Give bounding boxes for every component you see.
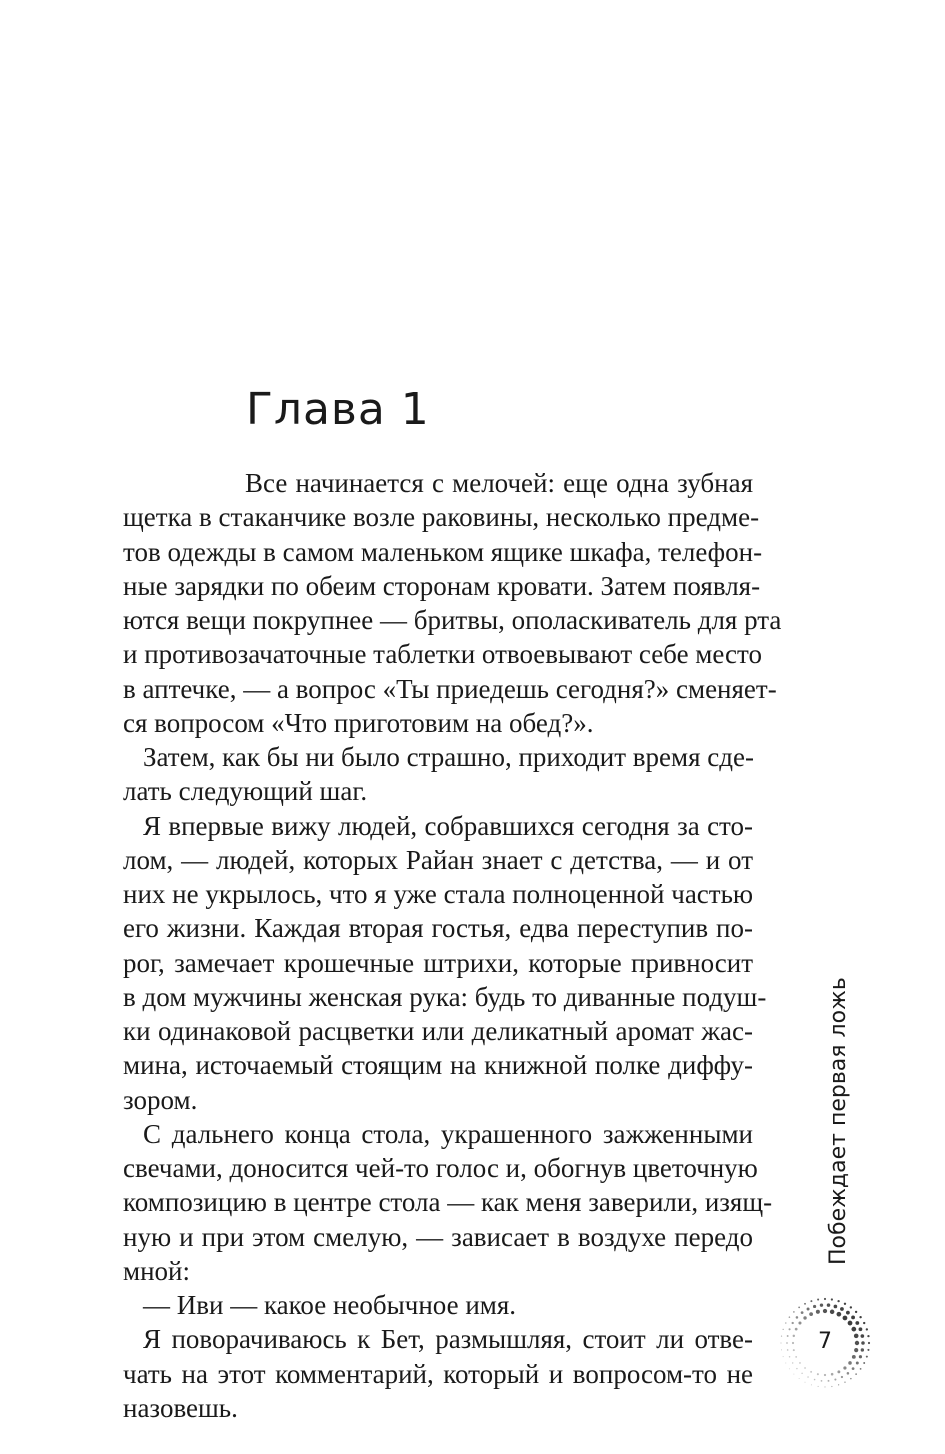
ornament-dot: [831, 1298, 833, 1300]
folio: [776, 1294, 874, 1392]
ornament-dot: [830, 1310, 835, 1315]
ornament-dot: [859, 1316, 861, 1318]
ornament-dot: [810, 1371, 812, 1373]
ornament-dot: [813, 1305, 816, 1308]
ornament-dot: [848, 1361, 852, 1365]
ornament-dot: [844, 1303, 846, 1305]
ornament-dot: [823, 1309, 827, 1313]
text-line: чать на этот комментарий, который и вопросом-то не: [123, 1358, 753, 1389]
text-line: мной:: [123, 1255, 190, 1286]
text-line: них не укрылось, что я уже стала полноценной частью: [123, 879, 754, 909]
ornament-dot: [817, 1299, 819, 1301]
ornament-dot: [855, 1321, 859, 1325]
ornament-dot: [792, 1322, 794, 1324]
text-line: и противозачаточные таблетки отвоевывают себе место: [123, 639, 762, 670]
chapter-title: Глава 1: [246, 384, 430, 435]
ornament-dot: [810, 1300, 812, 1302]
ornament-dot: [804, 1367, 806, 1369]
ornament-dot: [818, 1386, 819, 1387]
ornament-dot: [820, 1303, 823, 1306]
ornament-dot: [796, 1368, 797, 1369]
ornament-dot: [846, 1311, 850, 1315]
ornament-dot: [807, 1376, 809, 1378]
text-line: тов одежды в самом маленьком ящике шкафа, телефон-: [123, 536, 763, 567]
text-line: Я поворачиваюсь к Бет, размышляя, стоит ли отве-: [143, 1324, 753, 1355]
ornament-dot: [798, 1322, 801, 1325]
text-line: зором.: [123, 1084, 198, 1115]
text-line: мина, источаемый стоящим на книжной полке диффу-: [123, 1050, 753, 1081]
body-text: [123, 466, 782, 1425]
ornament-dot: [834, 1305, 838, 1309]
ornament-dot: [821, 1380, 823, 1382]
ornament-dot: [850, 1306, 852, 1308]
ornament-dot: [834, 1379, 836, 1381]
ornament-dot: [855, 1311, 857, 1313]
running-header: Побеждает первая ложь: [826, 977, 851, 1265]
text-line: лать следующий шаг.: [123, 776, 368, 807]
ornament-dot: [801, 1373, 802, 1374]
text-line: ются вещи покрупнее — бритвы, ополаскиватель для рта: [123, 605, 782, 635]
ornament-dot: [817, 1373, 819, 1375]
ornament-dot: [801, 1311, 804, 1314]
ornament-dot: [793, 1311, 795, 1313]
ornament-dot: [837, 1370, 840, 1373]
ornament-dot: [831, 1386, 832, 1387]
ornament-dot: [828, 1380, 830, 1382]
ornament-dot: [856, 1362, 859, 1365]
text-line: в аптечке, — а вопрос «Ты приедешь сегодня?» сменяет-: [123, 673, 777, 704]
ornament-dot: [798, 1307, 800, 1309]
text-line: его жизни. Каждая вторая гостья, едва переступив по-: [123, 913, 753, 944]
text-line: Все начинается с мелочей: еще одна зубная: [245, 468, 753, 498]
ornament-dot: [824, 1386, 825, 1387]
ornament-dot: [841, 1376, 843, 1378]
text-line: лом, — людей, которых Райан знает с детства, — и от: [123, 844, 753, 875]
ornament-dot: [838, 1384, 839, 1385]
ornament-dot: [785, 1363, 786, 1364]
ornament-dot: [811, 1384, 812, 1385]
ornament-dot: [804, 1303, 806, 1305]
ornament-dot: [816, 1310, 820, 1314]
ornament-dot: [831, 1373, 834, 1376]
ornament-dot: [824, 1298, 826, 1300]
text-line: ные зарядки по обеим сторонам кровати. Затем появля-: [123, 570, 761, 601]
ornament-dot: [855, 1373, 857, 1375]
ornament-dot: [799, 1362, 801, 1364]
ornament-dot: [863, 1322, 865, 1324]
text-line: рог, замечает крошечные штрихи, которые привносит: [123, 947, 753, 978]
ornament-dot: [805, 1382, 806, 1383]
text-line: Затем, как бы ни было страшно, приходит время сде-: [143, 742, 754, 772]
text-line: ную и при этом смелую, — зависает в воздухе передо: [123, 1221, 753, 1252]
text-line: свечами, доносится чей-то голос и, обогнув цветочную: [123, 1153, 758, 1183]
ornament-dot: [850, 1378, 852, 1380]
ornament-dot: [863, 1362, 865, 1364]
ornament-dot: [789, 1368, 790, 1369]
ornament-dot: [796, 1316, 799, 1319]
ornament-dot: [824, 1374, 826, 1376]
ornament-dot: [799, 1378, 800, 1379]
ornament-dot: [837, 1300, 839, 1302]
ornament-dot: [827, 1303, 831, 1307]
ornament-dot: [803, 1316, 806, 1319]
ornament-dot: [807, 1307, 810, 1310]
text-line: в дом мужчины женская рука: будь то диванные подуш-: [123, 981, 767, 1012]
text-line: назовешь.: [123, 1392, 238, 1423]
text-line: щетка в стаканчике возле раковины, несколько предме-: [123, 502, 760, 533]
ornament-dot: [792, 1362, 793, 1363]
text-line: Я впервые вижу людей, собравшихся сегодня за сто-: [143, 810, 753, 841]
text-line: — Иви — какое необычное имя.: [143, 1290, 517, 1320]
text-line: С дальнего конца стола, украшенного зажженными: [143, 1118, 753, 1149]
ornament-dot: [844, 1381, 845, 1382]
text-line: ся вопросом «Что приготовим на обед?».: [123, 707, 594, 738]
ornament-dot: [793, 1374, 794, 1375]
ornament-dot: [851, 1315, 855, 1319]
ornament-dot: [843, 1366, 846, 1369]
ornament-dot: [860, 1368, 862, 1370]
ornament-dot: [852, 1367, 855, 1370]
ornament-dot: [847, 1372, 850, 1375]
ornament-dot: [814, 1379, 816, 1381]
ornament-dot: [840, 1307, 844, 1311]
ornament-dot: [843, 1316, 848, 1321]
page-number: 7: [818, 1329, 832, 1354]
ornament-dot: [848, 1321, 853, 1326]
ornament-dot: [809, 1312, 813, 1316]
text-line: ки одинаковой расцветки или деликатный аромат жас-: [123, 1016, 753, 1046]
text-line: композицию в центре стола — как меня заверили, изящ-: [123, 1187, 773, 1218]
ornament-dot: [789, 1316, 791, 1318]
ornament-dot: [837, 1312, 842, 1317]
ornament-dot: [785, 1322, 786, 1323]
